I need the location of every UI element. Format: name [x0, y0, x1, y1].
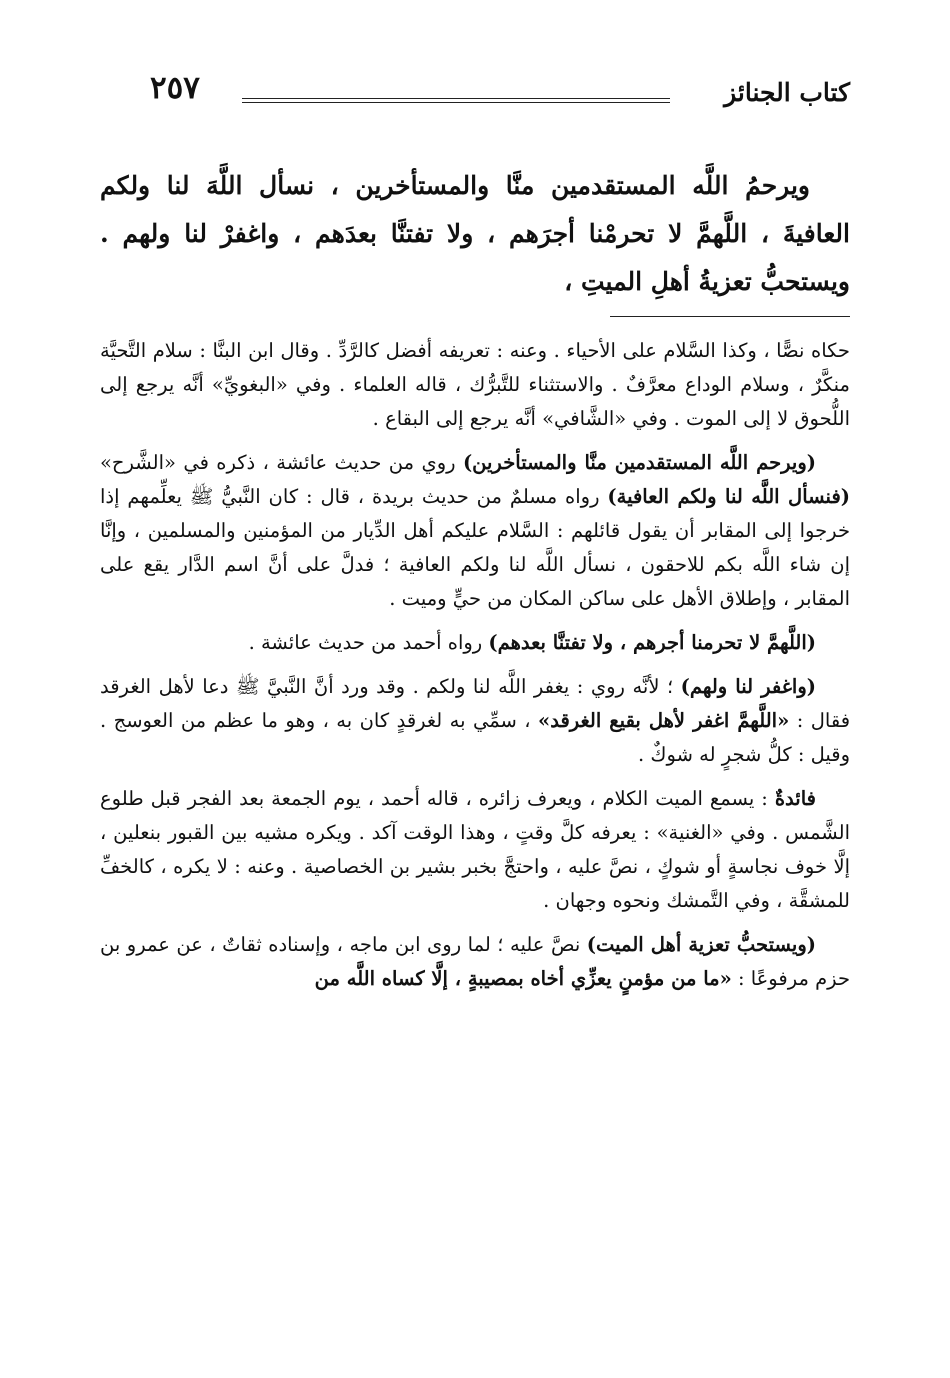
commentary-text: روي من حديث عائشة ، ذكره في «الشَّرح» — [100, 451, 463, 474]
quoted-matn: (اللَّهمَّ لا تحرمنا أجرهم ، ولا تفتنَّا بعدهم) — [488, 631, 816, 654]
quoted-matn: (فنسأل اللَّه لنا ولكم العافية) — [607, 485, 850, 508]
commentary-text: نصَّ عليه ؛ لما روى ابن ماجه ، وإسناده ثقاتٌ ، عن عمرو بن حزم مرفوعًا : — [100, 933, 850, 990]
main-text-paragraph: ويرحمُ اللَّه المستقدمين منَّا والمستأخرين ، نسأل اللَّهَ لنا ولكم العافيةَ ، اللَّهمَّ لا تحرمْنا أجرَهم ، ولا تفتنَّا بعدَهم ، واغفرْ لنا ولهم . ويستحبُّ تعزيةُ أهلِ الميتِ ، — [100, 171, 850, 296]
quoted-hadith: «ما من مؤمنٍ يعزِّي أخاه بمصيبةٍ ، إلَّا كساه اللَّه من — [314, 967, 732, 990]
commentary-text: رواه أحمد من حديث عائشة . — [248, 631, 489, 654]
commentary-paragraph-1: حكاه نصًّا ، وكذا السَّلام على الأحياء . وعنه : تعريفه أفضل كالرَّدِّ . وقال ابن البنَّا : سلام التَّحيَّة منكَّرٌ ، وسلام الوداع معرَّفٌ . والاستثناء للتَّبرُّك ، قاله العلماء . وفي «البغويِّ» أنَّه يرجع إلى اللُّحوق لا إلى الموت . وفي «الشَّافي» أنَّه يرجع إلى البقاع . — [100, 339, 850, 430]
commentary-text: ، سمِّي به لغرقدٍ كان به ، وهو ما عظم من العوسج . وقيل : كلُّ شجرٍ له شوكٌ . — [100, 709, 850, 766]
quoted-hadith: «اللَّهمَّ اغفر لأهل بقيع الغرقد» — [538, 709, 790, 732]
header-rule — [242, 98, 670, 103]
commentary-paragraph-5 — [100, 782, 850, 918]
commentary-text: : يسمع الميت الكلام ، ويعرف زائره ، قاله أحمد ، يوم الجمعة بعد الفجر قبل طلوع الشَّمس . وفي «الغنية» : يعرفه كلَّ وقتٍ ، وهذا الوقت آكد . ويكره مشيه بين القبور بنعلين ، إلَّا خوف نجاسةٍ أو شوكٍ ، نصَّ عليه ، واحتجَّ بخبر بشير بن الخصاصية . وعنه : لا يكره ، كالخفِّ للمشقَّة ، وفي التَّمشك ونحوه وجهان . — [100, 787, 850, 912]
quoted-matn: (ويستحبُّ تعزية أهل الميت) — [586, 933, 816, 956]
commentary — [100, 334, 850, 1006]
main-text — [100, 162, 850, 306]
commentary-text: ؛ لأنَّه روي : يغفر اللَّه لنا ولكم . وقد ورد أنَّ النَّبيَّ ﷺ دعا لأهل الغرقد فقال : — [100, 675, 851, 732]
footnote-separator — [610, 316, 850, 317]
book-title: كتاب الجنائز — [724, 78, 850, 107]
commentary-paragraph-2 — [100, 446, 850, 616]
commentary-paragraph-6 — [100, 928, 850, 996]
quoted-matn: (واغفر لنا ولهم) — [680, 675, 816, 698]
page-number: ٢٥٧ — [150, 70, 200, 106]
commentary-text: رواه مسلمٌ من حديث بريدة ، قال : كان النَّبيُّ ﷺ يعلِّمهم إذا خرجوا إلى المقابر أن يقول قائلهم : السَّلام عليكم أهل الدِّيار من المؤمنين والمسلمين ، وإنَّا إن شاء اللَّه بكم للاحقون ، نسأل اللَّه لنا ولكم العافية ؛ فدلَّ على أنَّ اسم الدَّار يقع على المقابر ، وإطلاق الأهل على ساكن المكان من حيٍّ وميت . — [100, 485, 850, 610]
commentary-paragraph-3 — [100, 626, 850, 660]
commentary-paragraph-4 — [100, 670, 850, 772]
benefit-heading: فائدةٌ — [774, 787, 816, 810]
running-header — [150, 68, 850, 114]
quoted-matn: (ويرحم اللَّه المستقدمين منَّا والمستأخرين) — [462, 451, 816, 474]
